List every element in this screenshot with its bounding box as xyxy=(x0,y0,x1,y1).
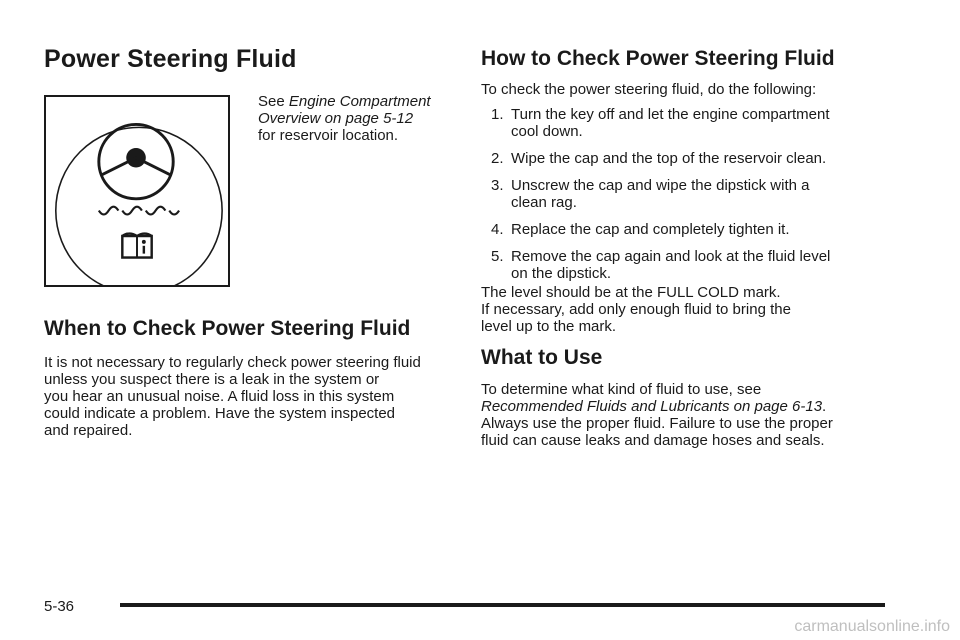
power-steering-cap-illustration xyxy=(44,95,230,287)
watermark: carmanualsonline.info xyxy=(794,618,950,635)
reservoir-reference xyxy=(258,93,458,144)
step-item xyxy=(481,106,921,140)
how-to-check-intro: To check the power steering fluid, do the following: xyxy=(481,81,817,98)
step-item xyxy=(481,177,921,211)
when-to-check-heading: When to Check Power Steering Fluid xyxy=(44,317,411,340)
use-line: fluid can cause leaks and damage hoses and seals. xyxy=(481,432,825,449)
fluid-level-note xyxy=(481,284,921,335)
step-text: Replace the cap and completely tighten it. xyxy=(511,221,790,238)
step-number: 2. xyxy=(491,150,504,167)
level-line: The level should be at the FULL COLD mark. xyxy=(481,284,781,301)
step-number: 3. xyxy=(491,177,504,194)
use-line: Always use the proper fluid. Failure to use the proper xyxy=(481,415,833,432)
step-item xyxy=(481,150,921,167)
step-text: Remove the cap again and look at the fluid level xyxy=(511,248,831,265)
step-text: Unscrew the cap and wipe the dipstick with a xyxy=(511,177,810,194)
when-line: It is not necessary to regularly check power steering fluid xyxy=(44,354,421,371)
how-to-check-heading: How to Check Power Steering Fluid xyxy=(481,47,835,70)
level-line: If necessary, add only enough fluid to bring the xyxy=(481,301,791,318)
use-line: To determine what kind of fluid to use, see xyxy=(481,381,762,398)
step-item xyxy=(481,221,921,238)
power-steering-cap-icon xyxy=(46,97,228,285)
level-line: level up to the mark. xyxy=(481,318,617,335)
what-to-use-body xyxy=(481,381,921,449)
step-text: cool down. xyxy=(511,123,583,140)
step-number: 4. xyxy=(491,221,504,238)
step-text: clean rag. xyxy=(511,194,577,211)
when-line: you hear an unusual noise. A fluid loss in this system xyxy=(44,388,395,405)
step-item xyxy=(481,248,921,282)
what-to-use-heading: What to Use xyxy=(481,346,603,369)
engine-compartment-link[interactable]: Engine Compartment xyxy=(288,93,431,110)
step-text: Wipe the cap and the top of the reservoir clean. xyxy=(511,150,827,167)
check-steps-list xyxy=(481,106,921,282)
step-number: 5. xyxy=(491,248,504,265)
page-number: 5-36 xyxy=(44,598,75,615)
step-number: 1. xyxy=(491,106,504,123)
when-line: could indicate a problem. Have the system inspected xyxy=(44,405,396,422)
see-suffix: for reservoir location. xyxy=(258,127,399,144)
when-line: and repaired. xyxy=(44,422,133,439)
engine-compartment-page-link[interactable]: Overview on page 5-12 xyxy=(258,110,414,127)
when-line: unless you suspect there is a leak in the system or xyxy=(44,371,380,388)
use-link-suffix: . xyxy=(822,398,827,415)
page-title: Power Steering Fluid xyxy=(44,45,297,73)
see-prefix: See xyxy=(258,93,289,110)
step-text: on the dipstick. xyxy=(511,265,612,282)
footer-divider xyxy=(120,603,885,607)
recommended-fluids-link[interactable]: Recommended Fluids and Lubricants on page 6-13 xyxy=(481,398,823,415)
step-text: Turn the key off and let the engine compartment xyxy=(511,106,830,123)
when-to-check-body xyxy=(44,354,464,439)
